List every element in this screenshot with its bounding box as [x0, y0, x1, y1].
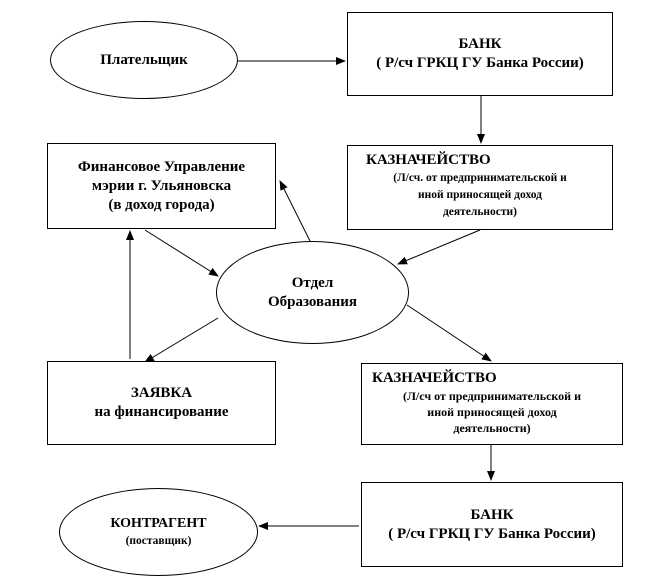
arrow-dept-to-request: [145, 318, 218, 362]
financing-request-node: [47, 361, 276, 445]
request-subtitle: на финансирование: [94, 404, 229, 420]
treasury-top-node: [347, 145, 613, 230]
finance-line-1: Финансовое Управление: [77, 158, 246, 175]
bank-top-account: ( Р/сч ГРКЦ ГУ Банка России): [376, 55, 584, 71]
treasury-bottom-line-1: (Л/сч от предпринимательской и: [402, 389, 581, 403]
contractor-title: КОНТРАГЕНТ: [110, 515, 207, 531]
payer-label: Плательщик: [100, 51, 188, 68]
treasury-top-line-2: иной приносящей доход: [418, 189, 542, 201]
education-line-1: Отдел: [291, 274, 334, 291]
arrow-treasury-to-dept: [398, 230, 480, 264]
contractor-subtitle: (поставщик): [125, 534, 192, 547]
finance-line-2: мэрии г. Ульяновска: [91, 177, 232, 194]
contractor-node: [59, 488, 258, 576]
education-department-node: [216, 241, 409, 344]
payer-node: [50, 21, 238, 99]
arrow-dept-to-treasury-bottom: [407, 305, 491, 361]
treasury-bottom-line-3: деятельности): [453, 421, 531, 435]
treasury-top-title: КАЗНАЧЕЙСТВО: [366, 152, 491, 168]
bank-bottom-title: БАНК: [470, 506, 514, 523]
finance-administration-node: [47, 143, 276, 229]
arrow-finance-to-dept: [145, 230, 218, 276]
treasury-top-line-3: деятельности): [442, 206, 517, 218]
treasury-top-line-1: (Л/сч. от предпринимательской и: [393, 172, 567, 184]
education-line-2: Образования: [267, 293, 358, 310]
treasury-bottom-line-2: иной приносящей доход: [427, 405, 557, 419]
request-title: ЗАЯВКА: [130, 385, 193, 401]
bank-top-title: БАНК: [458, 36, 502, 52]
bank-top-node: [347, 12, 613, 96]
arrow-dept-to-finance: [280, 181, 311, 243]
treasury-bottom-node: [361, 363, 623, 445]
bank-bottom-node: [361, 482, 623, 567]
bank-bottom-account: ( Р/сч ГРКЦ ГУ Банка России): [388, 525, 596, 542]
treasury-bottom-title: КАЗНАЧЕЙСТВО: [372, 370, 497, 386]
finance-line-3: (в доход города): [108, 196, 215, 213]
